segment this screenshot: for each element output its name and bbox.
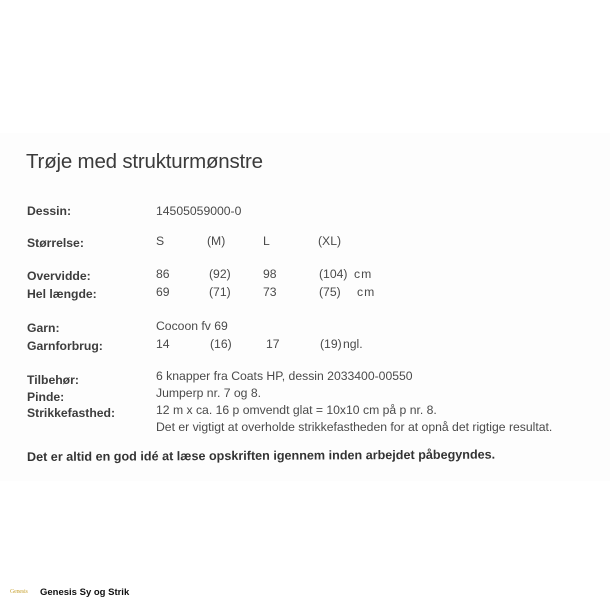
- tilbehoer-value: 6 knapper fra Coats HP, dessin 2033400-00550: [156, 369, 413, 383]
- size-m: (M): [207, 234, 226, 248]
- strikkefasthed-line1: 12 m x ca. 16 p omvendt glat = 10x10 cm på p nr. 8.: [156, 403, 437, 417]
- garnforbrug-s: 14: [156, 337, 170, 351]
- overvidde-xl: (104): [319, 267, 348, 281]
- dessin-label: Dessin:: [27, 204, 72, 218]
- garnforbrug-xl: (19): [320, 337, 342, 351]
- pattern-title: Trøje med strukturmønstre: [26, 150, 263, 173]
- size-l: L: [263, 234, 270, 248]
- overvidde-label: Overvidde:: [27, 269, 91, 283]
- garnforbrug-m: (16): [210, 337, 232, 351]
- hel-laengde-label: Hel længde:: [27, 287, 97, 301]
- pinde-label: Pinde:: [27, 390, 65, 404]
- garn-label: Garn:: [27, 321, 60, 335]
- hel-laengde-l: 73: [263, 285, 277, 299]
- read-first-note: Det er altid en god idé at læse opskriften igennem inden arbejdet påbegyndes.: [26, 447, 496, 464]
- garnforbrug-label: Garnforbrug:: [27, 339, 103, 353]
- garnforbrug-l: 17: [266, 337, 280, 351]
- garnforbrug-unit: ngl.: [343, 337, 363, 351]
- pinde-value: Jumperp nr. 7 og 8.: [156, 386, 262, 400]
- garn-value: Cocoon fv 69: [156, 319, 228, 333]
- overvidde-m: (92): [209, 267, 231, 281]
- brand-name: Genesis Sy og Strik: [40, 586, 130, 598]
- strikkefasthed-line2: Det er vigtigt at overholde strikkefastheden for at opnå det rigtige resultat.: [156, 420, 553, 434]
- overvidde-unit: cm: [354, 267, 373, 281]
- strikkefasthed-label: Strikkefasthed:: [27, 406, 116, 420]
- genesis-logo-icon: Genesis: [10, 589, 28, 595]
- size-xl: (XL): [318, 234, 342, 248]
- footer: [10, 586, 129, 598]
- size-s: S: [156, 234, 165, 248]
- overvidde-l: 98: [263, 267, 277, 281]
- overvidde-s: 86: [156, 267, 170, 281]
- hel-laengde-s: 69: [156, 285, 170, 299]
- hel-laengde-unit: cm: [357, 285, 376, 299]
- hel-laengde-m: (71): [209, 285, 231, 299]
- hel-laengde-xl: (75): [319, 285, 341, 299]
- dessin-value: 14505059000-0: [156, 204, 242, 218]
- tilbehoer-label: Tilbehør:: [27, 373, 79, 387]
- size-label: Størrelse:: [27, 236, 84, 250]
